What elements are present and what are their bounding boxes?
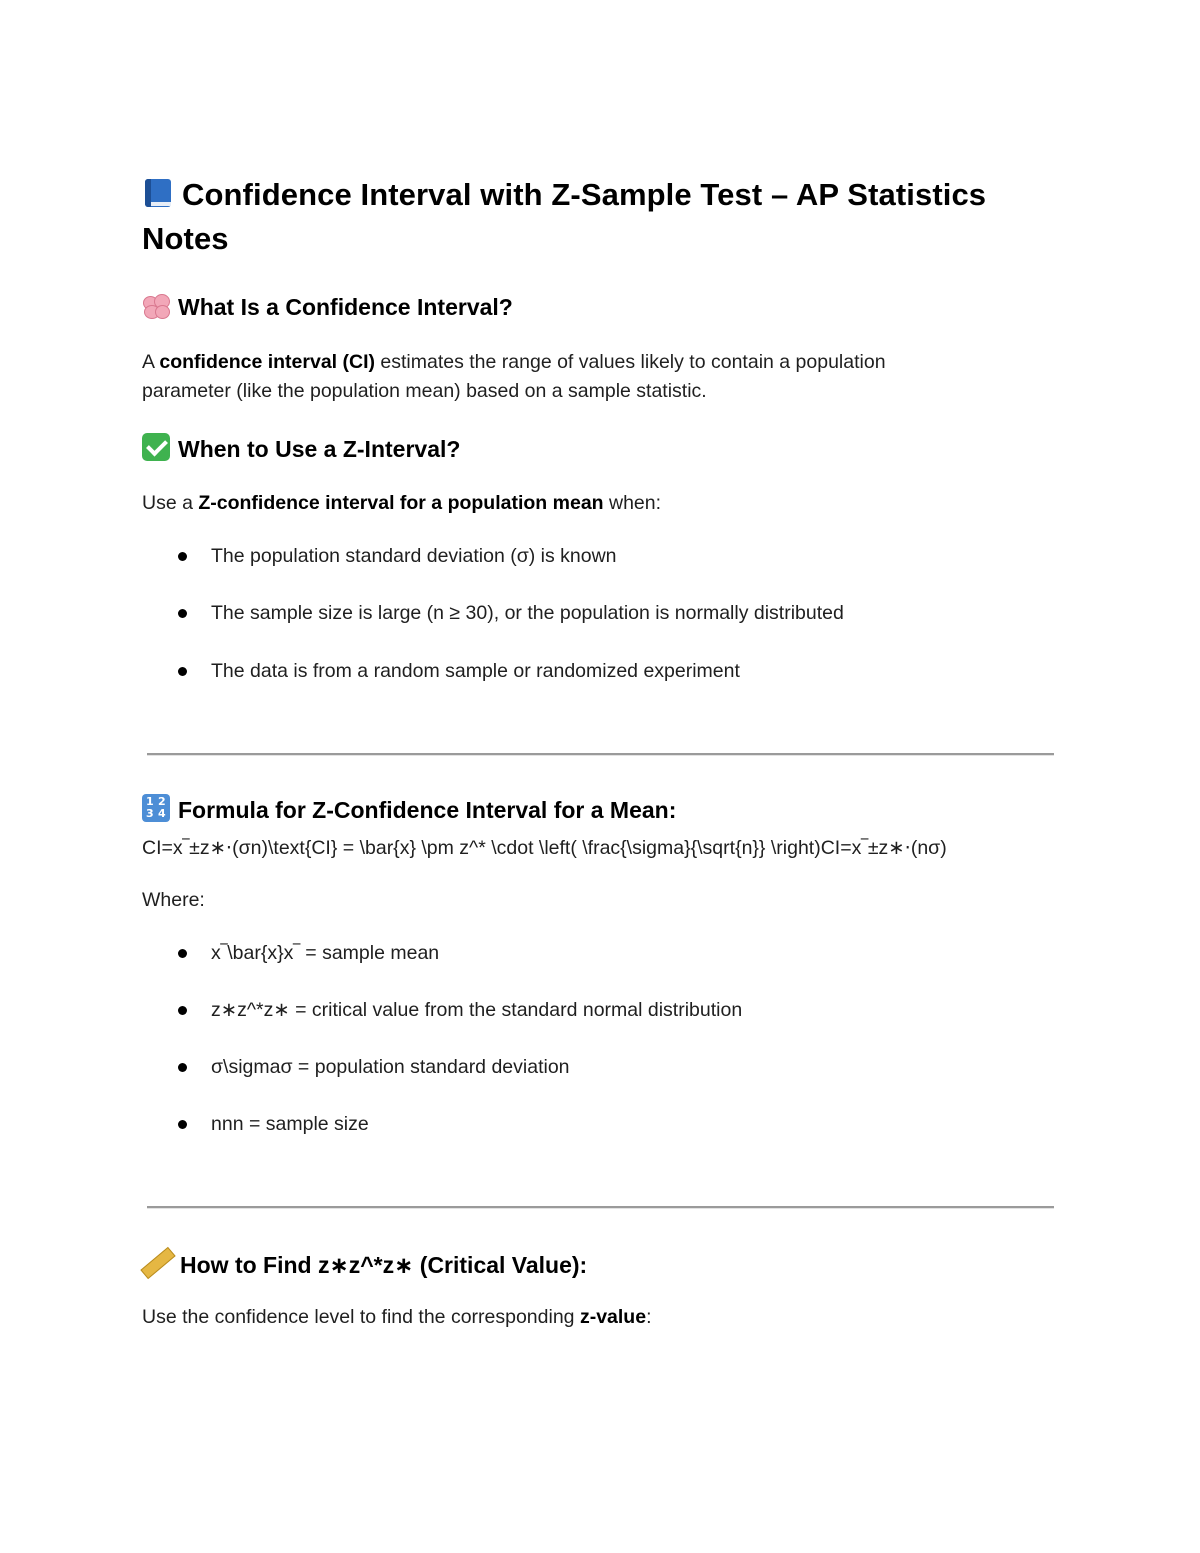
section-heading-text: When to Use a Z-Interval? bbox=[178, 436, 461, 462]
z-interval-term: Z-confidence interval for a population mean bbox=[198, 492, 604, 514]
section-heading-text: How to Find z∗z^*z∗ (Critical Value): bbox=[180, 1252, 588, 1278]
bullet-icon bbox=[178, 552, 187, 561]
check-icon bbox=[142, 433, 170, 461]
book-icon bbox=[142, 177, 174, 209]
horizontal-divider bbox=[147, 753, 1054, 756]
section-heading-what-is-ci bbox=[142, 292, 513, 322]
bullet-icon bbox=[178, 1063, 187, 1072]
bullet-icon bbox=[178, 1006, 187, 1015]
page-title-text: Confidence Interval with Z-Sample Test – AP Statistics Notes bbox=[142, 177, 987, 256]
horizontal-divider bbox=[147, 1206, 1054, 1209]
ci-definition-line-1: A confidence interval (CI) estimates the range of values likely to contain a population bbox=[142, 351, 886, 373]
section-heading-when-to-use bbox=[142, 433, 460, 464]
ruler-icon bbox=[142, 1247, 172, 1277]
bullet-icon bbox=[178, 1120, 187, 1129]
bullet-icon bbox=[178, 667, 187, 676]
critical-value-intro: Use the confidence level to find the corresponding z-value: bbox=[142, 1306, 652, 1328]
where-label: Where: bbox=[142, 889, 205, 911]
bullet-icon bbox=[178, 609, 187, 618]
section-heading-text: Formula for Z-Confidence Interval for a Mean: bbox=[178, 797, 677, 823]
ci-term: confidence interval (CI) bbox=[159, 351, 375, 373]
numbers-icon: 1 2 3 4 bbox=[142, 794, 170, 822]
section-heading-critical-value bbox=[142, 1247, 587, 1280]
section-heading-text: What Is a Confidence Interval? bbox=[178, 294, 513, 320]
section-heading-formula bbox=[142, 794, 676, 825]
page-title bbox=[142, 173, 1054, 261]
z-interval-intro: Use a Z-confidence interval for a population mean when: bbox=[142, 492, 662, 514]
bullet-icon bbox=[178, 949, 187, 958]
brain-icon bbox=[142, 293, 170, 319]
z-value-term: z-value bbox=[579, 1306, 647, 1328]
document-page: Confidence Interval with Z-Sample Test – AP Statistics Notes What Is a Confidence Interval? A confidence interval (CI) estimates the range of values likely to contain a population parameter (like the population mean) based on a sample statistic. When to Use a Z-Interval? Use a Z-confidence interval for a population mean when: The population standard deviation (σ) is known The sample size is large (n ≥ 30), or the population is normally distributed The data is from a random sample or randomized experiment 1 2 3 4 Formula for Z-Confidence Interval for a Mean: CI=x‾±z∗⋅(σn)\text{CI} = \bar{x} \pm z^* \cdot \left( \frac{\sigma}{\sqrt{n}} \right)CI=x‾±z∗⋅(nσ) Where: x‾\bar{x}x‾ = sample mean z∗z^*z∗ = critical value from the standard normal distribution σ\sigmaσ = population standard deviation nnn = sample size How to Find z∗z^*z∗ (Critical Value): Use the confidence level to find the corresponding z-value: bbox=[142, 0, 1054, 1553]
ci-formula: CI=x‾±z∗⋅(σn)\text{CI} = \bar{x} \pm z^* \cdot \left( \frac{\sigma}{\sqrt{n}} \right)CI=x‾±z∗⋅(nσ) bbox=[142, 837, 947, 859]
ci-definition-line-2: parameter (like the population mean) based on a sample statistic. bbox=[142, 380, 707, 402]
